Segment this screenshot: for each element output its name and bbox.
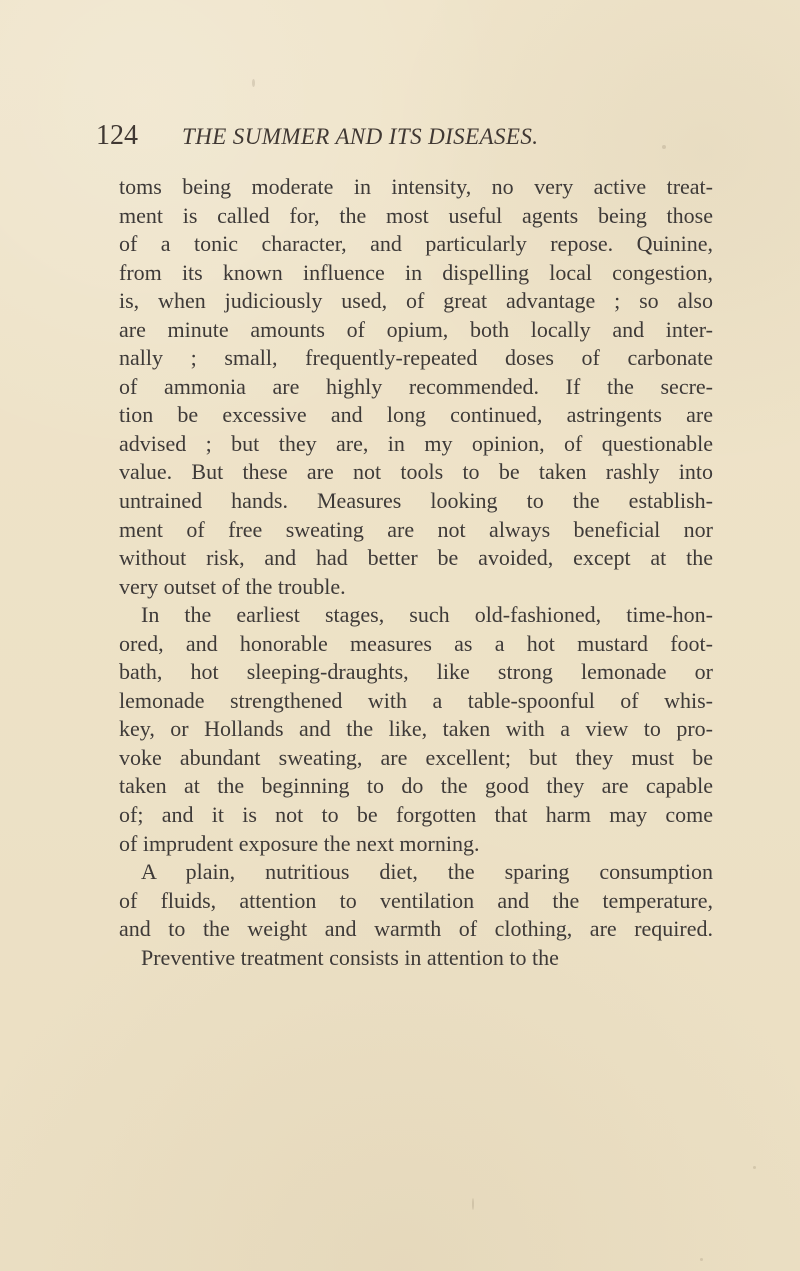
text-line: of fluids, attention to ventilation and the temperature,	[119, 887, 713, 913]
text-line: ment is called for, the most useful agents being those	[119, 202, 713, 228]
paper-speck	[252, 79, 255, 87]
text-line: from its known influence in dispelling local congestion,	[119, 259, 713, 285]
text-line: A plain, nutritious diet, the sparing consumption	[141, 859, 713, 885]
text-line: tion be excessive and long continued, astringents are	[119, 402, 713, 428]
text-line: value. But these are not tools to be taken rashly into	[119, 459, 713, 485]
text-line: and to the weight and warmth of clothing, are required.	[119, 916, 713, 942]
text-line: ment of free sweating are not always beneficial nor	[119, 516, 713, 542]
paper-speck	[700, 1258, 703, 1261]
text-line: bath, hot sleeping-draughts, like strong lemonade or	[119, 659, 713, 685]
text-line: nally ; small, frequently-repeated doses of carbonate	[119, 345, 713, 371]
text-line: Preventive treatment consists in attention to the	[141, 944, 559, 970]
text-line: is, when judiciously used, of great advantage ; so also	[119, 288, 713, 314]
text-line: are minute amounts of opium, both locally and inter-	[119, 316, 713, 342]
text-line: ored, and honorable measures as a hot mustard foot-	[119, 630, 713, 656]
text-line: toms being moderate in intensity, no very active treat-	[119, 174, 713, 199]
text-line: of ammonia are highly recommended. If the secre-	[119, 373, 713, 399]
paper-speck	[472, 1198, 474, 1210]
page-number: 124	[96, 120, 138, 151]
text-line: In the earliest stages, such old-fashioned, time-hon-	[141, 602, 713, 628]
text-line: untrained hands. Measures looking to the establish-	[119, 488, 713, 514]
text-line: voke abundant sweating, are excellent; but they must be	[119, 744, 713, 770]
text-line: of a tonic character, and particularly repose. Quinine,	[119, 231, 713, 257]
paper-speck	[662, 145, 666, 149]
text-line: key, or Hollands and the like, taken with a view to pro-	[119, 716, 713, 742]
text-line: of imprudent exposure the next morning.	[119, 830, 480, 856]
text-line: taken at the beginning to do the good they are capable	[119, 773, 713, 799]
running-head	[96, 122, 656, 158]
page-title: THE SUMMER AND ITS DISEASES.	[182, 124, 539, 149]
body-text	[119, 173, 713, 970]
text-line: lemonade strengthened with a table-spoonful of whis-	[119, 687, 713, 713]
text-line: very outset of the trouble.	[119, 573, 346, 599]
text-line: advised ; but they are, in my opinion, of questionable	[119, 430, 713, 456]
text-line: without risk, and had better be avoided, except at the	[119, 545, 713, 571]
paper-speck	[753, 1166, 756, 1169]
text-line: of; and it is not to be forgotten that harm may come	[119, 802, 713, 828]
